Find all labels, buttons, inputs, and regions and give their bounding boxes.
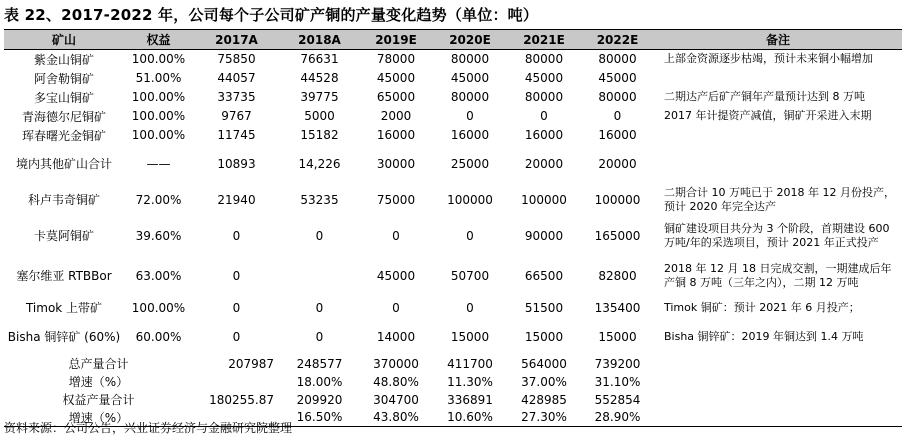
- value-cell: 65000: [376, 90, 416, 104]
- value-cell: 45000: [376, 268, 416, 283]
- value-cell: 50700: [450, 268, 490, 283]
- table-row: [4, 126, 902, 145]
- value-cell: 21940: [217, 192, 256, 207]
- value-cell: 100000: [594, 192, 641, 207]
- value-cell: 0: [232, 268, 241, 283]
- table-row: [4, 319, 902, 355]
- summary-row: [4, 355, 902, 373]
- value-cell: 78000: [376, 52, 416, 67]
- equity-cell: 100.00%: [131, 90, 186, 104]
- value-cell: 0: [466, 228, 474, 243]
- value-cell: 0: [466, 300, 474, 315]
- summary-value: 10.60%: [433, 409, 507, 427]
- header-2019e: 2019E: [359, 30, 433, 50]
- value-cell: 75000: [376, 192, 416, 207]
- summary-row: [4, 373, 902, 391]
- value-cell: 30000: [376, 156, 416, 171]
- table-row: [4, 255, 902, 297]
- value-cell: 165000: [594, 228, 641, 243]
- value-cell: 66500: [524, 268, 564, 283]
- mine-name: 塞尔维亚 RTBBor: [16, 269, 112, 283]
- equity-cell: 39.60%: [135, 228, 182, 243]
- value-cell: 9767: [221, 109, 252, 123]
- summary-label: 增速（%）: [68, 375, 129, 389]
- summary-value: 411700: [447, 356, 493, 371]
- value-cell: 16000: [450, 128, 490, 142]
- value-cell: 15000: [598, 329, 637, 344]
- note-cell: [654, 69, 902, 88]
- summary-label: 权益产量合计: [62, 393, 135, 407]
- note-cell: 二期合计 10 万吨已于 2018 年 12 月份投产，预计 2020 年完全达产: [664, 185, 895, 213]
- value-cell: 0: [232, 329, 241, 344]
- table-row: [4, 183, 902, 217]
- header-2021e: 2021E: [507, 30, 581, 50]
- table-row: [4, 145, 902, 183]
- value-cell: 80000: [598, 90, 637, 104]
- mine-name: 珲春曙光金铜矿: [21, 128, 106, 143]
- equity-cell: 63.00%: [135, 268, 182, 283]
- value-cell: 14000: [376, 329, 416, 344]
- value-cell: 16000: [376, 128, 416, 142]
- value-cell: 0: [315, 300, 324, 315]
- value-cell: 0: [540, 109, 548, 123]
- table-row: [4, 88, 902, 107]
- value-cell: 39775: [300, 90, 339, 104]
- value-cell: 0: [613, 109, 622, 123]
- value-cell: 11745: [217, 128, 256, 142]
- value-cell: 45000: [376, 71, 416, 85]
- note-cell: 2017 年计提资产减值，铜矿开采进入末期: [664, 109, 872, 122]
- value-cell: 53235: [300, 192, 339, 207]
- summary-value: [193, 373, 280, 391]
- value-cell: 100000: [521, 192, 567, 207]
- mine-name: 多宝山铜矿: [33, 90, 94, 105]
- value-cell: 5000: [304, 109, 335, 123]
- value-cell: 80000: [450, 90, 490, 104]
- value-cell: 80000: [598, 52, 637, 67]
- mine-name: 卡莫阿铜矿: [33, 229, 94, 243]
- summary-row: [4, 391, 902, 409]
- summary-value: 370000: [373, 356, 419, 371]
- value-cell: 0: [232, 300, 241, 315]
- value-cell: [280, 255, 359, 297]
- value-cell: 76631: [300, 52, 339, 67]
- summary-value: 428985: [521, 392, 567, 407]
- value-cell: 16000: [524, 128, 564, 142]
- equity-cell: 60.00%: [135, 329, 182, 344]
- value-cell: 90000: [524, 228, 564, 243]
- summary-label: 增速（%）: [4, 409, 193, 427]
- summary-value: 16.50%: [280, 409, 359, 427]
- value-cell: 45000: [450, 71, 490, 85]
- summary-value: 209920: [296, 392, 343, 407]
- table-row: [4, 217, 902, 255]
- value-cell: 44528: [300, 71, 339, 85]
- value-cell: 33735: [217, 90, 256, 104]
- note-cell: Bisha 铜锌矿：2019 年铜达到 1.4 万吨: [664, 329, 864, 343]
- equity-cell: 100.00%: [131, 52, 186, 67]
- value-cell: 80000: [524, 52, 564, 67]
- summary-value: 48.80%: [373, 374, 419, 389]
- summary-value: 18.00%: [296, 374, 343, 389]
- value-cell: 45000: [524, 71, 564, 85]
- note-cell: [654, 126, 902, 145]
- value-cell: 0: [315, 228, 324, 243]
- mine-name: 紫金山铜矿: [33, 52, 94, 67]
- summary-value: 739200: [594, 356, 641, 371]
- table-row: [4, 50, 902, 69]
- value-cell: 44057: [217, 71, 256, 85]
- value-cell: 20000: [524, 156, 564, 171]
- header-2018a: 2018A: [280, 30, 359, 50]
- equity-cell: 51.00%: [135, 71, 182, 85]
- value-cell: 10893: [217, 156, 256, 171]
- summary-value: 43.80%: [359, 409, 433, 427]
- summary-value: 207987: [228, 356, 274, 371]
- header-note: 备注: [654, 30, 902, 50]
- table-row: [4, 69, 902, 88]
- table-row: [4, 297, 902, 319]
- value-cell: 15182: [300, 128, 339, 142]
- note-cell: Timok 铜矿：预计 2021 年 6 月投产；: [664, 300, 860, 314]
- summary-value: 31.10%: [594, 374, 641, 389]
- value-cell: 15000: [450, 329, 490, 344]
- header-equity: 权益: [124, 30, 193, 50]
- value-cell: 0: [232, 228, 241, 243]
- equity-cell: 100.00%: [131, 128, 186, 142]
- source-note: 资料来源：公司公告，兴业证券经济与金融研究院整理: [4, 421, 293, 435]
- table-title: 表 22、2017-2022 年，公司每个子公司矿产铜的产量变化趋势（单位：吨）: [4, 6, 539, 24]
- note-cell: 上部金资源逐步枯竭，预计未来铜小幅增加: [664, 52, 873, 66]
- summary-value: 28.90%: [581, 409, 654, 427]
- note-cell: 二期达产后矿产铜年产量预计达到 8 万吨: [664, 90, 865, 103]
- summary-value: 336891: [447, 392, 493, 407]
- mine-name: 青海德尔尼铜矿: [21, 109, 106, 124]
- value-cell: 15000: [524, 329, 564, 344]
- summary-value: 180255.87: [209, 392, 274, 407]
- summary-value: 248577: [296, 356, 343, 371]
- summary-value: 304700: [373, 392, 419, 407]
- note-cell: 铜矿建设项目共分为 3 个阶段，首期建设 600 万吨/年的采选项目，预计 2021 年正式投产: [664, 221, 890, 249]
- value-cell: 135400: [594, 300, 641, 315]
- value-cell: 20000: [598, 156, 637, 171]
- mine-name: 境内其他矿山合计: [15, 156, 112, 171]
- value-cell: 75850: [217, 52, 256, 67]
- value-cell: 80000: [450, 52, 490, 67]
- value-cell: 80000: [524, 90, 564, 104]
- summary-label: 总产量合计: [68, 357, 129, 371]
- equity-cell: ——: [146, 156, 171, 171]
- value-cell: 51500: [524, 300, 564, 315]
- mine-name: Timok 上带矿: [25, 301, 103, 315]
- summary-value: 27.30%: [507, 409, 581, 427]
- value-cell: 16000: [598, 128, 637, 142]
- value-cell: 0: [392, 300, 400, 315]
- equity-cell: 100.00%: [131, 300, 186, 315]
- summary-value: 37.00%: [521, 374, 567, 389]
- header-2020e: 2020E: [433, 30, 507, 50]
- value-cell: 0: [392, 228, 400, 243]
- value-cell: 45000: [598, 71, 637, 85]
- mine-name: Bisha 铜锌矿 (60%): [7, 329, 121, 344]
- note-cell: [654, 145, 902, 183]
- summary-value: 564000: [521, 356, 567, 371]
- table-row: [4, 107, 902, 126]
- value-cell: 0: [466, 109, 474, 123]
- copper-output-table: [4, 29, 902, 427]
- value-cell: 82800: [598, 268, 637, 283]
- header-2022e: 2022E: [581, 30, 654, 50]
- summary-value: 11.30%: [447, 374, 493, 389]
- value-cell: 14,226: [298, 156, 341, 171]
- value-cell: 2000: [380, 109, 412, 123]
- mine-name: 科卢韦奇铜矿: [27, 193, 100, 207]
- equity-cell: 100.00%: [131, 109, 186, 123]
- value-cell: 0: [315, 329, 324, 344]
- summary-value: 552854: [594, 392, 641, 407]
- value-cell: 100000: [447, 192, 493, 207]
- note-cell: 2018 年 12 月 18 日完成交割，一期建成后年产铜 8 万吨（三年之内），二期 12 万吨: [664, 261, 892, 289]
- mine-name: 阿舍勒铜矿: [33, 71, 94, 86]
- equity-cell: 72.00%: [135, 192, 182, 207]
- header-mine: 矿山: [4, 30, 124, 50]
- header-row: [4, 30, 902, 50]
- header-2017a: 2017A: [193, 30, 280, 50]
- value-cell: 25000: [450, 156, 490, 171]
